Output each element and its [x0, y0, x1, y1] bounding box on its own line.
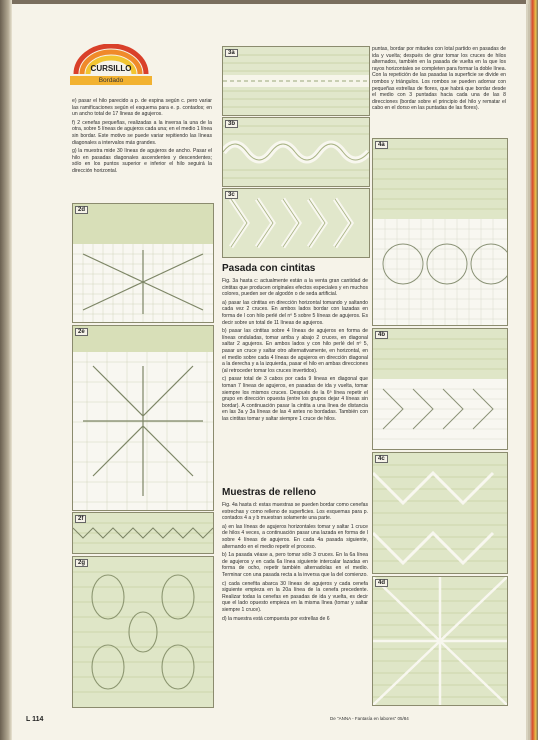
swatch-3c	[222, 188, 370, 258]
swatch-4b	[372, 328, 508, 450]
column-2-text-a	[222, 278, 368, 424]
paragraph-4d-continued: puntas, bordar por mitades con lotal partido en pasadas de ida y vuelta; después de girar tomar los cruces de hilos alternados, también en la pasada de vuelta en la que los rayos horizontales se completen para formar la doble línea. Con la repetición de las pasadas la superficie se divide en rombos y triángulos. Los rombos se pueden adornar con pequeñas estrellas de flores, que habrá que bordar desde el medio con 3 puntadas hacia cada una de las 8 direcciones (bordar sobre el principio del hilo y rematar el cabo en el dorso en las puntadas de las flores).	[372, 46, 506, 112]
swatch-4a	[372, 138, 508, 326]
intro-fig-4: Fig. 4a hasta d: estas muestras se pueden bordar como cenefas estrechas y como relleno de superficies. Los esquemas para p. contados 4 a y b muestran solamente una parte.	[222, 502, 368, 522]
label-2f: 2f	[75, 515, 86, 523]
label-4b: 4b	[375, 331, 388, 339]
column-1-text	[72, 98, 212, 177]
label-4c: 4c	[375, 455, 388, 463]
paragraph-4b: b) 1a pasada véase a, pero tomar sólo 3 cruces. En la 6a línea de agujeros y en cada 6a línea siguiente intercalar lazadas en forma de ocho, repetir también alternadolas en el medio. Terminar con una pasada recta a la inversa que la del comienzo.	[222, 552, 368, 578]
intro-fig-3: Fig. 3a hasta c: actualmente están a la venta gran cantidad de cintitas que producen originales efectos especiales y en muchos colores, pueden ser de algodón o de seda artificial.	[222, 278, 368, 298]
column-3-text	[372, 46, 506, 114]
paragraph-3c: c) pasar total de 3 cabos por cada 9 líneas en diagonal que toman 7 líneas de agujeros, en pasadas de ida y vuelta, tomar siempre los mismos cruces. Después de la 6ª línea repetir el grupo en dirección opuesta (entre los grupos dejar 4 líneas sin bordar). A continuación pasar la cintita a una línea de distancia en las 3a y 3a líneas de las 4 antes no bordadas. También con las cintitas tomar y saltar siempre 1 cruce de hilos.	[222, 376, 368, 422]
course-title: CURSILLO	[90, 64, 132, 73]
paragraph-4a: a) en las líneas de agujeros horizontales tomar y saltar 1 cruce de hilos 4 veces, a continuación pasar una lazada en forma de l sobre 4 líneas de agujeros. En cada 4a pasada siguiente, alternando en el medio repetir el proceso.	[222, 523, 368, 550]
swatch-4d	[372, 576, 508, 706]
page-edge-right	[526, 0, 538, 740]
paragraph-g: g) la muestra mide 30 líneas de agujeros de ancho. Pasar el hilo en pasadas diagonales ascendentes y descendentes; sólo en los puntos superior e inferior el hilo seguirá la dirección horizontal.	[72, 148, 212, 174]
label-2g: 2g	[75, 559, 88, 567]
swatch-2d	[72, 203, 214, 323]
swatch-2f	[72, 512, 214, 554]
label-3c: 3c	[225, 191, 238, 199]
heading-pasada-con-cintitas: Pasada con cintitas	[222, 263, 316, 274]
swatch-3a	[222, 46, 370, 116]
label-4d: 4d	[375, 579, 388, 587]
paragraph-3a: a) pasar las cintitas en dirección horizontal tomando y saltando cada vez 2 cruces. En ambos lados bordar con lazadas en forma de l con hilo perlé del nº 5 sobre 5 líneas de agujeros. Es decir sobre un total de 11 líneas de agujeros.	[222, 299, 368, 326]
column-2-text-b	[222, 502, 368, 624]
course-subtitle: Bordado	[70, 76, 152, 85]
source-credit: De "ANNA - Fantasía en labores" 05/84	[330, 716, 409, 721]
page-edge-left	[0, 0, 12, 740]
label-2d: 2d	[75, 206, 88, 214]
paragraph-f: f) 2 cenefas pequeñas, realizadas a la inversa la una de la otra, sobre 5 líneas de agujeros cada una; en el medio 1 línea sin bordar. Este motivo se puede variar repitiendo las líneas diagonales a intervalos más grandes.	[72, 119, 212, 146]
label-3b: 3b	[225, 120, 238, 128]
heading-muestras-de-relleno: Muestras de relleno	[222, 487, 316, 498]
swatch-2g	[72, 556, 214, 708]
paragraph-e: e) pasar el hilo parecido a p. de espina según c. pero variar las ramificaciones según el esquema para e. p. contados; en un ancho total de 17 líneas de agujeros.	[72, 98, 212, 118]
swatch-2e	[72, 325, 214, 511]
swatch-4c	[372, 452, 508, 574]
label-2e: 2e	[75, 328, 88, 336]
paragraph-3b: b) pasar las cintitas sobre 4 líneas de agujeros en forma de líneas onduladas, tomar arriba y abajo 2 cruces, en diagonal saltar 2 agujeros. En ambos lados y con hilo perlé del nº 5, pasar un cruce y saltar otro alternativamente, en horizontal, en el medio sobre cada 4 líneas de agujeros en dirección diagonal a la derecha y a la izquierda, pasar el hilo en ambas direcciones (al retroceder tomar los cruces invertidos).	[222, 328, 368, 374]
page-number: L 114	[26, 716, 44, 723]
paragraph-4c: c) cada cenefita abarca 30 líneas de agujeros y cada cenefa siguiente empieza en la 20a línea de la cenefa precedente. Realizar todas la cenefas en pasadas de ida y vuelta, es decir que el lado opuesto empieza en la misma línea (tomar y saltar siempre 1 cruce).	[222, 580, 368, 613]
label-4a: 4a	[375, 141, 388, 149]
paragraph-4d: d) la muestra está compuesta por estrellas de 6	[222, 615, 330, 622]
label-3a: 3a	[225, 49, 238, 57]
swatch-3b	[222, 117, 370, 187]
